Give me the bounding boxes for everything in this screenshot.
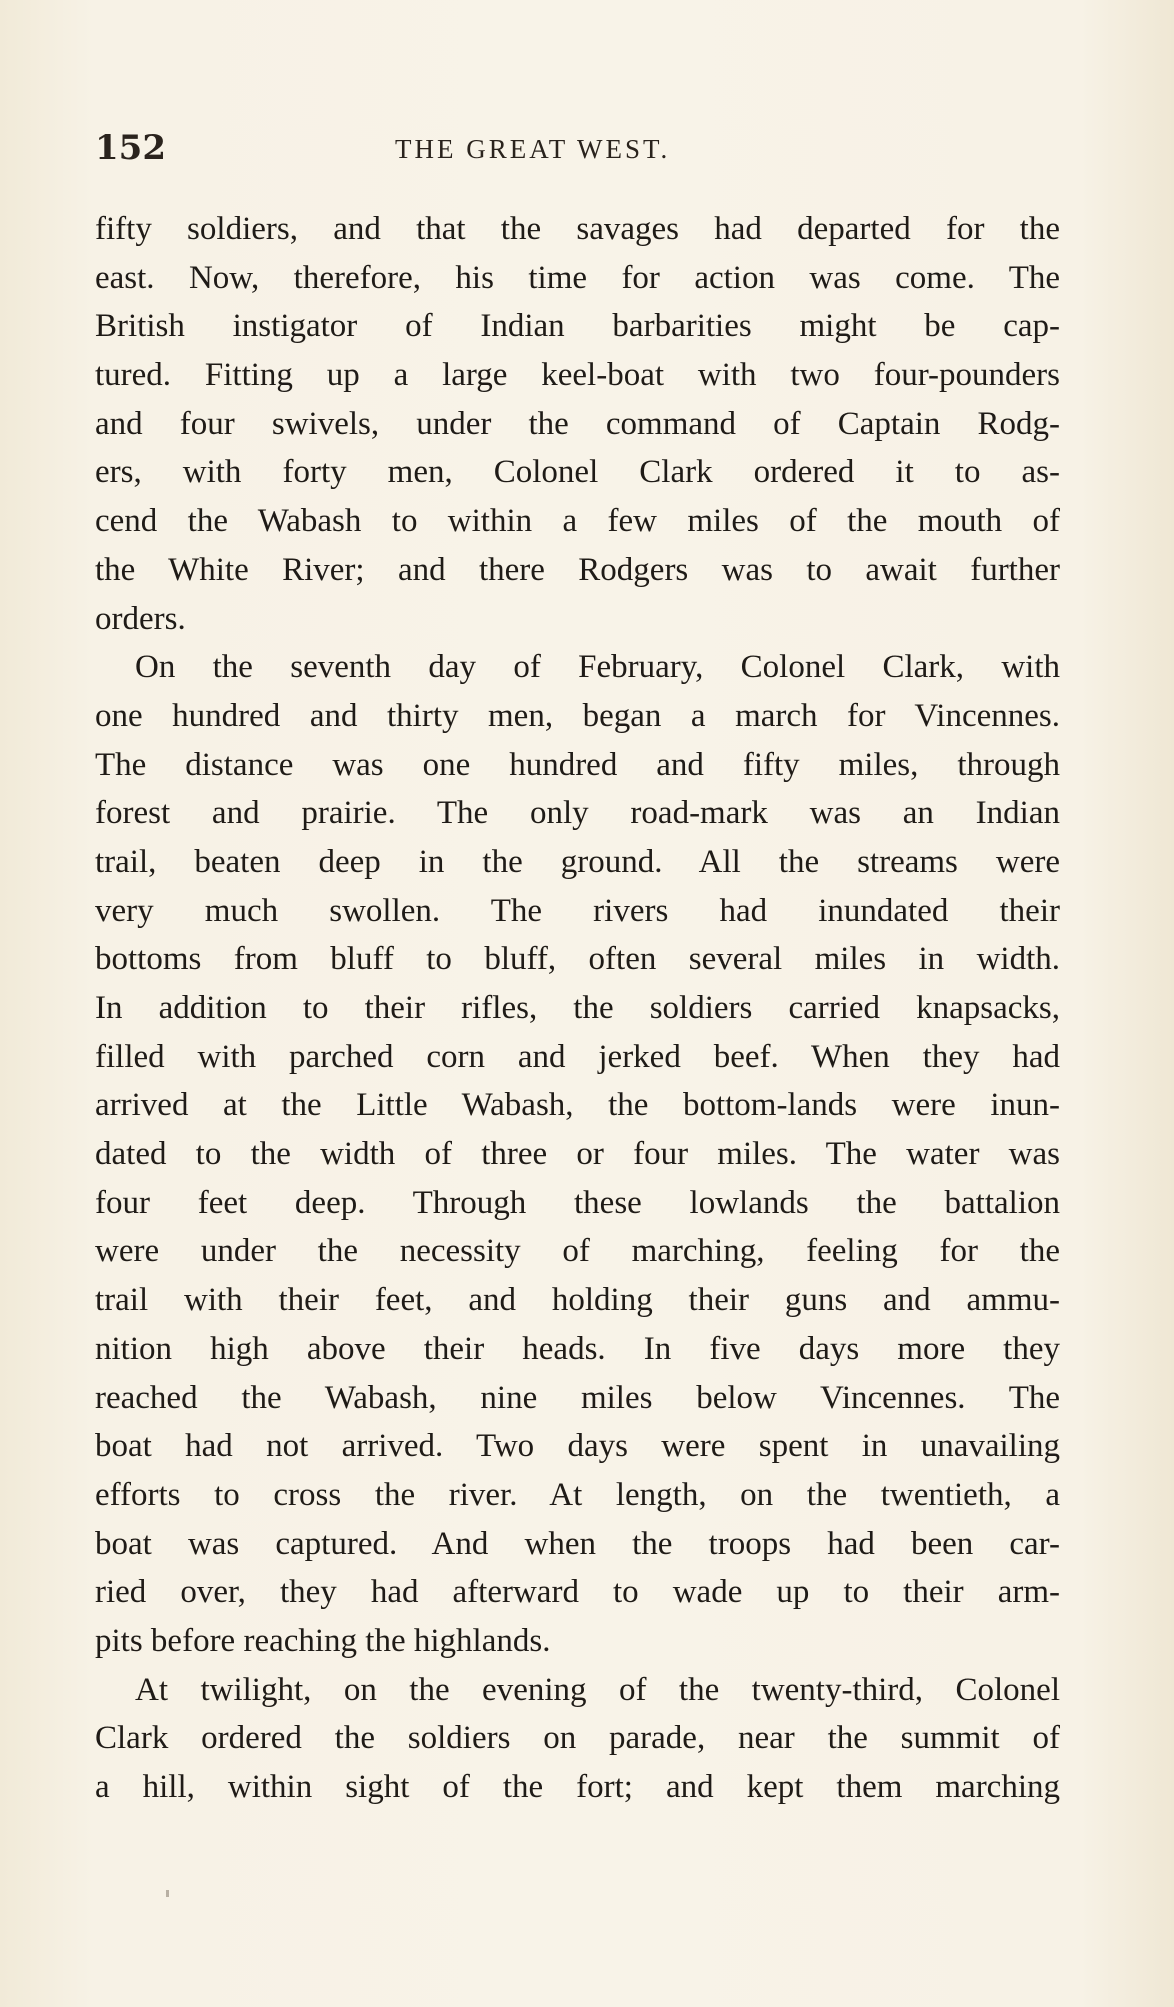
text-line: dated to the width of three or four miles. The water was: [95, 1136, 1060, 1173]
text-line: British instigator of Indian barbarities might be cap-: [95, 308, 1060, 345]
text-line: cend the Wabash to within a few miles of the mouth of: [95, 503, 1060, 540]
page-header: [95, 128, 1060, 178]
text-line: boat was captured. And when the troops had been car-: [95, 1525, 1060, 1562]
text-line: The distance was one hundred and fifty miles, through: [95, 746, 1060, 783]
text-line: reached the Wabash, nine miles below Vincennes. The: [95, 1379, 1060, 1416]
text-line: very much swollen. The rivers had inundated their: [95, 892, 1060, 929]
text-line: four feet deep. Through these lowlands the battalion: [95, 1184, 1060, 1221]
text-line: ers, with forty men, Colonel Clark ordered it to as-: [95, 454, 1060, 491]
text-line: and four swivels, under the command of Captain Rodg-: [95, 405, 1060, 442]
running-title: THE GREAT WEST.: [395, 134, 671, 164]
text-line: pits before reaching the highlands.: [95, 1622, 551, 1659]
text-line: a hill, within sight of the fort; and kept them marching: [95, 1769, 1060, 1805]
text-line: Clark ordered the soldiers on parade, near the summit of: [95, 1720, 1060, 1757]
text-line: bottoms from bluff to bluff, often several miles in width.: [95, 941, 1060, 978]
text-line: trail with their feet, and holding their guns and ammu-: [95, 1282, 1060, 1319]
text-line: efforts to cross the river. At length, on the twentieth, a: [95, 1476, 1060, 1513]
paragraph-start-line: At twilight, on the evening of the twenty-third, Colonel: [135, 1671, 1060, 1708]
text-line: forest and prairie. The only road-mark was an Indian: [95, 795, 1060, 832]
text-line: trail, beaten deep in the ground. All the streams were: [95, 843, 1060, 880]
text-line: boat had not arrived. Two days were spent in unavailing: [95, 1428, 1060, 1465]
text-line: orders.: [95, 600, 186, 637]
text-line: were under the necessity of marching, feeling for the: [95, 1233, 1060, 1270]
text-line: filled with parched corn and jerked beef. When they had: [95, 1038, 1060, 1075]
text-line: tured. Fitting up a large keel-boat with two four-pounders: [95, 357, 1060, 394]
text-line: ried over, they had afterward to wade up to their arm-: [95, 1574, 1060, 1611]
paragraph-start-line: On the seventh day of February, Colonel Clark, with: [135, 649, 1060, 686]
text-line: nition high above their heads. In five days more they: [95, 1330, 1060, 1367]
text-line: In addition to their rifles, the soldiers carried knapsacks,: [95, 990, 1060, 1026]
text-line: one hundred and thirty men, began a march for Vincennes.: [95, 697, 1060, 734]
page-number: 152: [95, 128, 166, 168]
paper-speck: [166, 1890, 169, 1897]
text-line: the White River; and there Rodgers was to await further: [95, 551, 1060, 588]
text-line: fifty soldiers, and that the savages had departed for the: [95, 211, 1060, 247]
text-line: east. Now, therefore, his time for action was come. The: [95, 259, 1060, 296]
text-line: arrived at the Little Wabash, the bottom-lands were inun-: [95, 1087, 1060, 1124]
body-text: [95, 205, 1060, 1812]
